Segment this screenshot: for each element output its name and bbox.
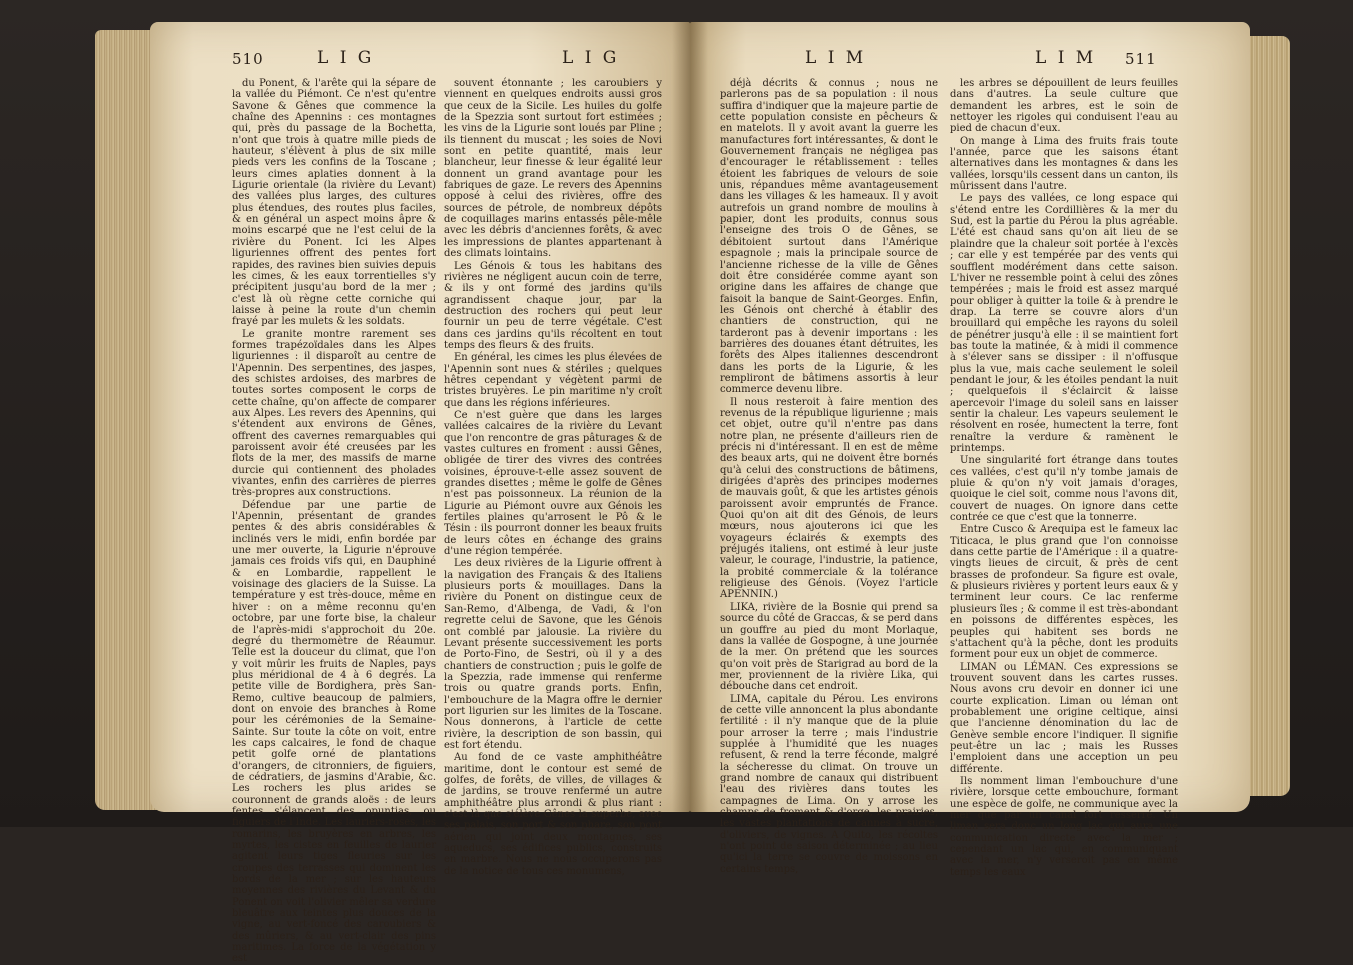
- paragraph: déjà décrits & connus ; nous ne parlerons pas de sa population : il nous suffira d'indiquer que la majeure partie de cette population consiste en pêcheurs & en matelots. Il y avoit avant la guerre les manufactures fort intéressantes, & dont le Gouvernement français ne négligea pas d'encourager le rétablissement : telles étoient les fabriques de velours de soie unis, répandues même avantageusement dans les villages & les hameaux. Il y avoit autrefois un grand nombre de moulins à papier, dont les produits, connus sous l'enseigne des trois O de Gênes, se débitoient surtout dans l'Amérique espagnole ; mais la principale source de l'ancienne richesse de la ville de Gênes doit être considérée comme ayant son origine dans les affaires de change que faisoit la banque de Saint-Georges. Enfin, les Génois ont cherché à établir des chantiers de construction, qui ne tarderont pas à devenir importans : les barrières des douanes étant détruites, les forêts des Alpes italiennes descendront dans les ports de la Ligurie, & les rempliront de bâtimens assortis à leur commerce devenu libre.: [720, 78, 938, 396]
- left-page-column-2: [444, 78, 662, 877]
- paragraph: On mange à Lima des fruits frais toute l'année, parce que les saisons étant alternatives dans les montagnes & dans les vallées, lorsqu'ils cessent dans un canton, ils mûrissent dans l'autre.: [950, 135, 1178, 193]
- book-gutter: [672, 22, 708, 812]
- paragraph: Le pays des vallées, ce long espace qui s'étend entre les Cordillières & la mer du Sud, est la partie du Pérou la plus agréable. L'été est chaud sans qu'on ait lieu de se plaindre que la chaleur soit portée à l'excès ; car elle y est tempérée par des vents qui soufflent modérément dans cette saison. L'hiver ne ressemble point à celui des zônes tempérées ; mais le froid est assez marqué pour obliger à quitter la toile & à prendre le drap. La terre se couvre alors d'un brouillard qui empêche les rayons du soleil de pénétrer jusqu'à elle : il se maintient fort bas toute la matinée, & à midi il commence à s'élever sans se dissiper : il n'offusque plus la vue, mais cache seulement le soleil pendant le jour, & les étoiles pendant la nuit ; quelquefois il s'éclaircit & laisse apercevoir l'image du soleil sans en laisser sentir la chaleur. Les vapeurs seulement le résolvent en rosée, humectent la terre, font renaître la verdure & ramènent le printemps.: [950, 193, 1178, 454]
- entry-lika: LIKA, rivière de la Bosnie qui prend sa source du côté de Graccas, & se perd dans un gouffre au pied du mont Morlaque, dans la vallée de Gospogne, à une journée de la mer. On prétend que les sources qu'on voit près de Starigrad au bord de la mer, proviennent de la rivière Lika, qui débouche dans cet endroit.: [720, 601, 938, 693]
- paragraph: souvent étonnante ; les caroubiers y viennent en quelques endroits aussi gros que ceux de la Sicile. Les huiles du golfe de la Spezzia sont surtout fort estimées ; les vins de la Ligurie sont loués par Pline ; ils tiennent du muscat ; les soies de Novi sont en petite quantité, mais leur blancheur, leur finesse & leur égalité leur donnent un grand avantage pour les fabriques de gaze. Le revers des Apennins opposé à celui des rivières, offre des sources de pétrole, de nombreux dépôts de coquillages marins entassés pêle-mêle avec les débris d'anciennes forêts, & avec les impressions de plantes appartenant à des climats lointains.: [444, 78, 662, 260]
- right-page-column-1: [720, 78, 938, 875]
- paragraph: Au fond de ce vaste amphithéâtre maritime, dont le contour est semé de golfes, de forêts, de villes, de villages & de jardins, se trouve renfermé un autre amphithéâtre plus arrondi & plus riant : c'est là que s'élève Gênes la superbe, avec ses palais, son port & son phare, son pont aérien qui joint deux montagnes, ses aqueducs, ses édifices publics, construits en marbre. Nous ne nous occuperons pas de la notice de tous ces monumens,: [444, 752, 662, 877]
- page-number-left: 510: [232, 50, 264, 68]
- paragraph: du Ponent, & l'arête qui la sépare de la vallée du Piémont. Ce n'est qu'entre Savone & Gênes que commence la chaîne des Apennins : ces montagnes qui, près du passage de la Bochetta, n'ont que trois à quatre mille pieds de hauteur, s'élèvent à plus de six mille pieds vers les confins de la Toscane ; leurs cimes aplaties donnent à la Ligurie orientale (la rivière du Levant) des vallées plus larges, des cultures plus étendues, des routes plus faciles, & en général un aspect moins âpre & moins escarpé que ne l'est celui de la rivière du Ponent. Ici les Alpes liguriennes offrent des pentes fort rapides, des ravines bien suivies depuis les cimes, & les eaux torrentielles s'y précipitent jusqu'au bord de la mer ; c'est là où règne cette corniche qui laisse à peine la route d'un chemin frayé par les mulets & les soldats.: [232, 78, 436, 328]
- right-page-header: [720, 48, 1175, 72]
- page-number-right: 511: [1125, 50, 1157, 68]
- entry-lima: LIMA, capitale du Pérou. Les environs de cette ville annoncent la plus abondante fertilité : il n'y manque que de la pluie pour arroser la terre ; mais l'industrie supplée à l'humidité que les nuages refusent, & rend la terre féconde, malgré la sécheresse du climat. On trouve un grand nombre de canaux qui distribuent l'eau des rivières dans toutes les campagnes de Lima. On y arrose les champs de froment & d'orge, les prairies, les vastes plantations de cannes à sucre, d'oliviers, de vignes. A Quito, les récoltes n'ont point de saison déterminée ; au lieu qu'ici la terre se couvre de moissons en certains temps,: [720, 693, 938, 875]
- paragraph: En général, les cimes les plus élevées de l'Apennin sont nues & stériles ; quelques hêtres cependant y végètent parmi de tristes bruyères. Le pin maritime n'y croît que dans les régions inférieures.: [444, 352, 662, 409]
- paragraph: Le granite montre rarement ses formes trapézoïdales dans les Alpes liguriennes : il disparoît au centre de l'Apennin. Des serpentines, des jaspes, des schistes ardoises, des marbres de toutes sortes composent le corps de cette chaîne, qu'on affecte de comparer aux Alpes. Les revers des Apennins, qui s'étendent aux environs de Gênes, offrent des cavernes remarquables qui paroissent avoir été creusées par les flots de la mer, des massifs de marne durcie qui contiennent des pholades vivantes, enfin des carrières de pierres très-propres aux constructions.: [232, 328, 436, 499]
- left-page-column-1: [232, 78, 436, 965]
- running-head: L I M: [1035, 48, 1097, 68]
- paragraph: Ce n'est guère que dans les larges vallées calcaires de la rivière du Levant que l'on rencontre de gras pâturages & de vastes cultures en froment : aussi Gênes, obligée de tirer des vivres des contrées voisines, éprouve-t-elle assez souvent de grandes disettes ; même le golfe de Gênes n'est pas poissonneux. La réunion de la Ligurie au Piémont ouvre aux Génois les fertiles plaines qu'arrosent le Pô & le Tésin : ils pourront donner les beaux fruits de leurs côtes en échange des grains d'une région tempérée.: [444, 409, 662, 558]
- paragraph: les arbres se dépouillent de leurs feuilles dans d'autres. La seule culture que demandent les arbres, est le soin de nettoyer les rigoles qui conduisent l'eau au pied de chacun d'eux.: [950, 78, 1178, 135]
- running-head: L I G: [562, 48, 620, 68]
- left-page-header: [232, 48, 672, 72]
- paragraph: Entre Cusco & Arequipa est le fameux lac Titicaca, le plus grand que l'on connoisse dans cette partie de l'Amérique : il a quatre-vingts lieues de circuit, & près de cent brasses de profondeur. Sa figure est ovale, & plusieurs rivières y portent leurs eaux & y terminent leur cours. Ce lac renferme plusieurs îles ; & comme il est très-abondant en poissons de différentes espèces, les peuples qui habitent ses bords ne s'attachent qu'à la pêche, dont les produits forment pour eux un objet de commerce.: [950, 524, 1178, 661]
- paragraph: Défendue par une partie de l'Apennin, présentant de grandes pentes & des abris considérables & inclinés vers le midi, enfin bordée par une mer ouverte, la Ligurie n'éprouve jamais ces froids vifs qui, en Dauphiné & en Lombardie, rappellent le voisinage des glaciers de la Suisse. La température y est très-douce, même en hiver : on a même reconnu qu'en octobre, par une forte bise, la chaleur de l'après-midi s'approchoit du 20e. degré du thermomètre de Réaumur. Telle est la douceur du climat, que l'on y voit mûrir les fruits de Naples, pays plus méridional de 4 à 6 degrés. La petite ville de Bordighera, près San-Remo, cultive beaucoup de palmiers, dont on envoie des branches à Rome pour les cérémonies de la Semaine-Sainte. Sur toute la côte on voit, entre les caps calcaires, le fond de chaque petit golfe orné de plantations d'orangers, de citronniers, de figuiers, de cédratiers, de jasmins d'Arabie, &c. Les rochers les plus arides se couronnent de grands aloës : de leurs fentes s'élancent des opuntias, ou figuiers de l'Inde. Les lauriers-roses, les romarins, les bruyères en arbres, les myrtes, les cistes en feuilles de laurier agitent leurs tiges fleuries sur les croupes des terrasses qui dominent les bords de la mer ; sur les hauteurs moyennes des rivières du Levant & du Ponent on voit l'olivier mêler sa verdure bleuâtre aux teintes plus douces de la vigne, au vert-foncé des caroubiers & des mûriers, & au vert-clair des pins maritimes. La force de la végétation y est: [232, 499, 436, 965]
- paragraph: Les deux rivières de la Ligurie offrent à la navigation des Français & des Italiens plusieurs ports & mouillages. Dans la rivière du Ponent on distingue ceux de San-Remo, d'Albenga, de Vadi, & l'on regrette celui de Savone, que les Génois ont comblé par jalousie. La rivière du Levant présente successivement les ports de Porto-Fino, de Sestri, où il y a des chantiers de construction ; puis le golfe de la Spezzia, rade immense qui renferme trois ou quatre grands ports. Enfin, l'embouchure de la Magra offre le dernier port ligurien sur les limites de la Toscane. Nous donnerons, à l'article de cette rivière, la description de son bassin, qui est fort étendu.: [444, 558, 662, 751]
- paragraph: Une singularité fort étrange dans toutes ces vallées, c'est qu'il n'y tombe jamais de pluie & qu'on n'y voit jamais d'orages, quoique le ciel soit, comme nous l'avons dit, couvert de nuages. On ignore dans cette contrée ce que c'est que la tonnerre.: [950, 455, 1178, 524]
- running-head: L I M: [805, 48, 867, 68]
- running-head: L I G: [317, 48, 375, 68]
- paragraph: Il nous resteroit à faire mention des revenus de la république ligurienne ; mais cet objet, outre qu'il n'entre pas dans notre plan, ne présente d'ailleurs rien de précis ni d'intéressant. Il en est de même des beaux arts, qui ne doivent être bornés qu'à celui des constructions de bâtimens, dirigées d'après des principes modernes de mauvais goût, & que les artistes génois paroissent avoir empruntés de France. Quoi qu'on ait dit des Génois, de leurs mœurs, nous ajouterons ici que les voyageurs éclairés & exempts des préjugés italiens, ont estimé à leur juste valeur, le courage, l'industrie, la patience, la probité commerciale & la tolérance religieuse des Génois. (Voyez l'article APENNIN.): [720, 396, 938, 601]
- paragraph: Ils nomment liman l'embouchure d'une rivière, lorsque cette embouchure, formant une espèce de golfe, ne communique avec la mer que par un canal fort resserré. Un liman sera donc un long lac qui aura une communication directe avec la mer ; cependant un lac qui, en communiquant avec la mer, n'y verseroit pas en même temps les eaux: [950, 775, 1178, 878]
- paragraph: Les Génois & tous les habitans des rivières ne négligent aucun coin de terre, & ils y ont formé des jardins qu'ils agrandissent chaque jour, par la destruction des rochers qui peut leur fournir un peu de terre végétale. C'est dans ces jardins qu'ils récoltent en tout temps des fleurs & des fruits.: [444, 260, 662, 351]
- entry-liman: LIMAN ou LÉMAN. Ces expressions se trouvent souvent dans les cartes russes. Nous avons cru devoir en donner ici une courte explication. Liman ou léman ont probablement une origine celtique, ainsi que l'ancienne dénomination du lac de Genève semble encore l'indiquer. Il signifie peut-être un lac ; mais les Russes l'emploient dans une acception un peu différente.: [950, 661, 1178, 775]
- right-page-column-2: [950, 78, 1178, 878]
